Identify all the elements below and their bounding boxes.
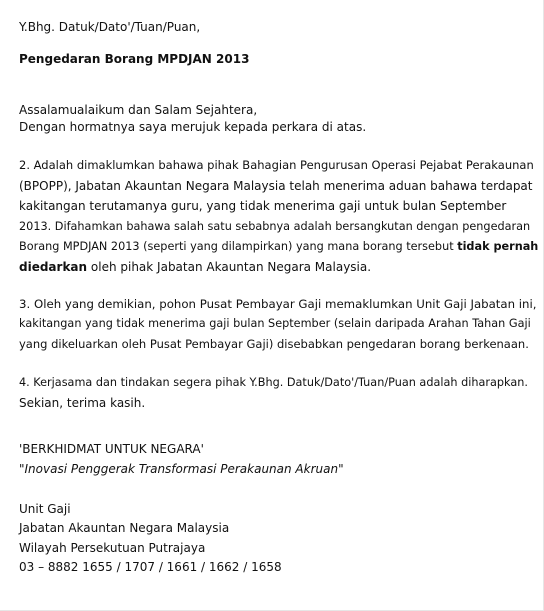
signature-unit: Unit Gaji — [19, 502, 71, 516]
paragraph-2-line-5-text: Borang MPDJAN 2013 (seperti yang dilampirkan) yang mana borang tersebut — [19, 240, 458, 253]
letter-subject: Pengedaran Borang MPDJAN 2013 — [19, 52, 250, 66]
motto-line-1: 'BERKHIDMAT UNTUK NEGARA' — [19, 442, 204, 456]
paragraph-2-line-4: 2013. Difahamkan bahawa salah satu sebabnya adalah bersangkutan dengan pengedaran — [19, 220, 531, 233]
emphasis-distributed: diedarkan — [19, 260, 88, 274]
paragraph-2-line-6-text: oleh pihak Jabatan Akauntan Negara Malaysia. — [87, 260, 372, 274]
paragraph-2-line-1: 2. Adalah dimaklumkan bahawa pihak Bahagian Pengurusan Operasi Pejabat Perakaunan — [19, 158, 534, 172]
greeting-line-2: Dengan hormatnya saya merujuk kepada perkara di atas. — [19, 120, 367, 134]
paragraph-2-line-6 — [19, 259, 371, 275]
paragraph-3-line-1: 3. Oleh yang demikian, pohon Pusat Pembayar Gaji memaklumkan Unit Gaji Jabatan ini, — [19, 297, 537, 311]
signature-department: Jabatan Akauntan Negara Malaysia — [19, 521, 230, 535]
paragraph-3-line-3: yang dikeluarkan oleh Pusat Pembayar Gaji) disebabkan pengedaran borang berkenaan. — [19, 337, 529, 351]
motto-line-2: "Inovasi Penggerak Transformasi Perakaunan Akruan" — [19, 462, 344, 476]
paragraph-2-line-2: (BPOPP), Jabatan Akauntan Negara Malaysia telah menerima aduan bahawa terdapat — [19, 179, 533, 193]
paragraph-2-line-3: kakitangan terutamanya guru, yang tidak menerima gaji untuk bulan September — [19, 199, 507, 213]
greeting-line-1: Assalamualaikum dan Salam Sejahtera, — [19, 103, 258, 117]
paragraph-3-line-2: kakitangan yang tidak menerima gaji bulan September (selain daripada Arahan Tahan Gaji — [19, 317, 531, 330]
paragraph-2-line-5 — [19, 239, 538, 255]
paragraph-4-line-2: Sekian, terima kasih. — [19, 396, 146, 410]
salutation: Y.Bhg. Datuk/Dato'/Tuan/Puan, — [19, 20, 201, 34]
signature-region: Wilayah Persekutuan Putrajaya — [19, 541, 206, 555]
emphasis-not-distributed: tidak pernah — [457, 240, 539, 253]
signature-phone: 03 – 8882 1655 / 1707 / 1661 / 1662 / 1658 — [19, 560, 282, 574]
paragraph-4-line-1: 4. Kerjasama dan tindakan segera pihak Y.Bhg. Datuk/Dato'/Tuan/Puan adalah diharapkan. — [19, 376, 528, 389]
